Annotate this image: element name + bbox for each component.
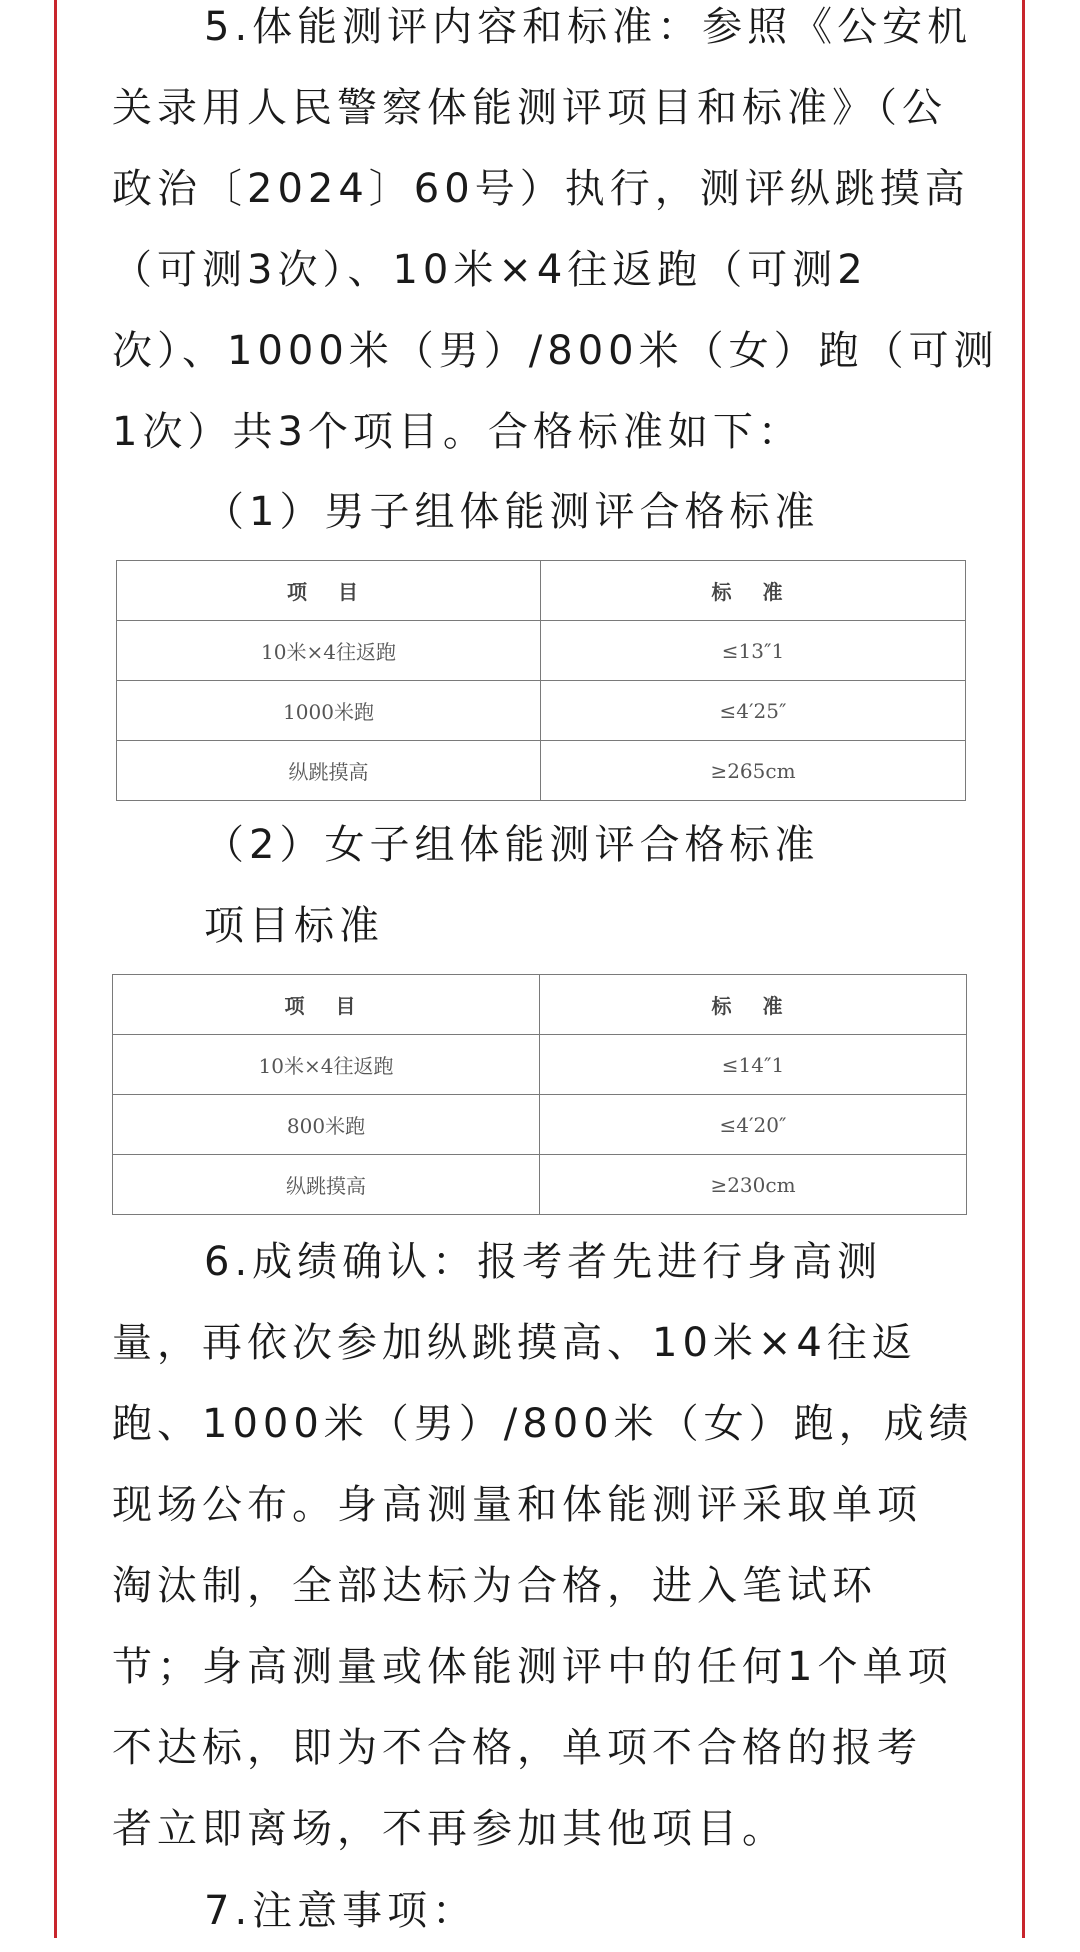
header-standard: 标 准 [540, 975, 967, 1035]
cell-item: 10米×4往返跑 [113, 1035, 540, 1095]
table-row [113, 1155, 967, 1215]
cell-standard: ≤4′25″ [541, 681, 966, 741]
table-header-row [113, 975, 967, 1035]
cell-standard: ≤13″1 [541, 621, 966, 681]
female-standard-table-wrapper [112, 974, 967, 1215]
header-standard: 标 准 [541, 561, 966, 621]
section-6-line-4: 现场公布。身高测量和体能测评采取单项 [112, 1482, 922, 1528]
cell-standard: ≥265cm [541, 741, 966, 801]
female-standard-table [112, 974, 967, 1215]
cell-item: 纵跳摸高 [113, 1155, 540, 1215]
section-5-line-6: 1次）共3个项目。合格标准如下： [112, 409, 803, 455]
cell-standard: ≤4′20″ [540, 1095, 967, 1155]
cell-item: 纵跳摸高 [117, 741, 541, 801]
left-frame-border [54, 0, 57, 1938]
cell-standard: ≥230cm [540, 1155, 967, 1215]
female-standard-heading: （2）女子组体能测评合格标准 [204, 822, 820, 868]
section-6-line-3: 跑、1000米（男）/800米（女）跑，成绩 [112, 1401, 974, 1447]
male-standard-table-wrapper [116, 560, 966, 801]
male-standard-heading: （1）男子组体能测评合格标准 [204, 489, 820, 535]
section-5-line-4: （可测3次）、10米×4往返跑（可测2 [112, 247, 868, 293]
table-row [113, 1095, 967, 1155]
header-item: 项 目 [117, 561, 541, 621]
table-row [117, 681, 966, 741]
section-6-line-7: 不达标，即为不合格，单项不合格的报考 [112, 1725, 922, 1771]
section-5-line-3: 政治〔2024〕60号）执行，测评纵跳摸高 [112, 166, 970, 212]
section-5-line-1: 5.体能测评内容和标准：参照《公安机 [204, 4, 973, 50]
cell-item: 1000米跑 [117, 681, 541, 741]
section-6-line-5: 淘汰制，全部达标为合格，进入笔试环 [112, 1563, 877, 1609]
cell-item: 800米跑 [113, 1095, 540, 1155]
right-frame-border [1022, 0, 1025, 1938]
section-5-paragraph [112, 0, 999, 473]
section-5-line-5: 次）、1000米（男）/800米（女）跑（可测 [112, 328, 999, 374]
header-item: 项 目 [113, 975, 540, 1035]
section-6-line-6: 节；身高测量或体能测评中的任何1个单项 [112, 1644, 953, 1690]
table-header-row [117, 561, 966, 621]
table-row [117, 621, 966, 681]
cell-item: 10米×4往返跑 [117, 621, 541, 681]
cell-standard: ≤14″1 [540, 1035, 967, 1095]
section-6-line-8: 者立即离场，不再参加其他项目。 [112, 1806, 787, 1852]
section-7-title: 7.注意事项： [204, 1888, 478, 1934]
section-5-line-2: 关录用人民警察体能测评项目和标准》（公 [112, 85, 947, 131]
section-6-paragraph [112, 1222, 974, 1870]
female-table-caption: 项目标准 [204, 903, 384, 949]
section-6-line-1: 6.成绩确认：报考者先进行身高测 [204, 1239, 883, 1285]
section-6-line-2: 量，再依次参加纵跳摸高、10米×4往返 [112, 1320, 917, 1366]
table-row [117, 741, 966, 801]
table-row [113, 1035, 967, 1095]
male-standard-table [116, 560, 966, 801]
